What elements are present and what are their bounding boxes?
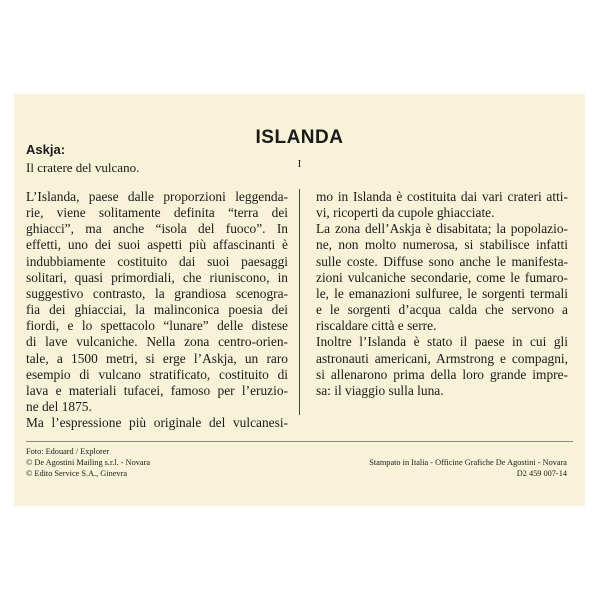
text-line: fiordi, e lo spettacolo “lunare” delle distese — [26, 318, 288, 334]
text-line: Inoltre l’Islanda è stato il paese in cui gli — [316, 334, 568, 350]
text-line: ghiacci”, ma anche “isola del fuoco”. In — [26, 221, 288, 237]
printer-info — [369, 457, 567, 479]
text-line: le, le emanazioni sulfuree, le sorgenti termali — [316, 285, 568, 301]
text-line: sulle coste. Diffuse sono anche le manifesta- — [316, 253, 568, 269]
photo-credits — [26, 446, 150, 480]
text-line: astronauti americani, Armstrong e compagni, — [316, 350, 568, 366]
text-line: ne del 1875. — [26, 399, 92, 415]
text-line: Ma l’espressione più originale del vulcanesi- — [26, 415, 288, 431]
text-line: di lave vulcaniche. Nella zona centro-orien- — [26, 334, 288, 350]
text-line: solitari, quasi primordiali, che riuniscono, in — [26, 269, 288, 285]
text-line: zioni vulcaniche secondarie, come le fumaro- — [316, 269, 568, 285]
text-line: L’Islanda, paese dalle proporzioni leggenda- — [26, 189, 288, 204]
credit-line: © Edito Service S.A., Ginevra — [26, 469, 128, 479]
text-line: sa: il viaggio sulla luna. — [316, 382, 444, 398]
text-line: si allenarono prima della loro grande impre- — [316, 366, 568, 382]
card-title: ISLANDA — [255, 127, 344, 148]
text-line: indubbiamente costituito dai suoi paesaggi — [26, 253, 288, 269]
text-line: vi, ricoperti da cupole ghiacciate. — [316, 205, 495, 221]
text-line: tale, a 1500 metri, si erge l’Askja, un raro — [26, 350, 288, 366]
printer-line: Stampato in Italia - Officine Grafiche De Agostini - Novara — [369, 458, 567, 467]
text-line: La zona dell’Askja è disabitata; la popolazio- — [316, 221, 568, 237]
text-line: esempio di vulcano stratificato, costituito di — [26, 366, 288, 382]
section-heading: Askja: — [26, 142, 66, 157]
left-text-column — [26, 189, 288, 431]
page-number: I — [297, 158, 302, 170]
text-line: effetti, uno dei suoi aspetti più affascinanti è — [26, 237, 288, 253]
text-line: lava e materiali tufacei, famoso per l’eruzio- — [26, 382, 288, 398]
text-line: suggestivo contrasto, la grandiosa scenogra- — [26, 285, 288, 301]
credit-line: © De Agostini Mailing s.r.l. - Novara — [26, 458, 151, 468]
section-subheading: Il cratere del vulcano. — [26, 160, 140, 175]
text-line: rie, viene solitamente definita “terra dei — [26, 205, 288, 221]
text-line: fia dei ghiacciai, la malinconica poesia dei — [26, 302, 288, 318]
right-text-column — [316, 189, 568, 399]
text-line: riscaldare città e serre. — [316, 318, 437, 334]
credit-line: Foto: Edouard / Explorer — [26, 447, 110, 456]
text-line: mo in Islanda è costituita dai vari crateri atti- — [316, 189, 568, 204]
text-line: e le sorgenti d’acqua calda che servono a — [316, 302, 568, 318]
footer-rule — [26, 441, 573, 442]
text-line: ne, non molto numerosa, si stabilisce infatti — [316, 237, 568, 253]
info-card — [14, 94, 585, 506]
printer-code: D2 459 007-14 — [516, 469, 567, 479]
column-divider — [299, 189, 300, 415]
